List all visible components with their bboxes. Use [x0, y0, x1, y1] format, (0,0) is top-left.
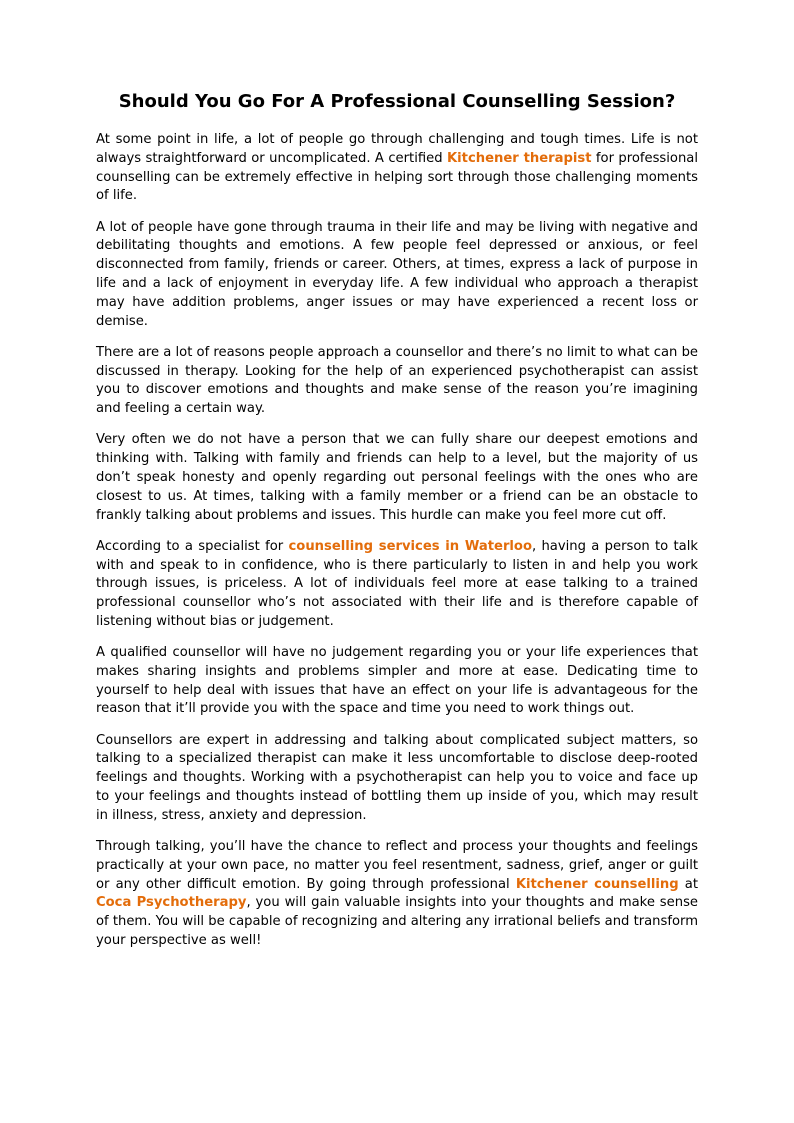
paragraph-7: Counsellors are expert in addressing and talking about complicated subject matters, so talking to a specialized therapist can make it less uncomfortable to disclose deep-rooted feelings and thoughts. Working with a psychotherapist can help you to voice and face up to your feelings and thoughts instead of bottling them up inside of you, which may result in illness, stress, anxiety and depression.: [96, 732, 698, 823]
paragraph-text: At some point in life, a lot of people go through challenging and tough times. Life is not always straightforward or uncomplicated. A certified: [96, 132, 698, 166]
paragraph-8: [96, 838, 698, 951]
paragraph-text: According to a specialist for: [96, 538, 289, 554]
paragraph-text: at: [678, 876, 698, 892]
paragraph-text: for professional counselling can be extremely effective in helping sort through those challenging moments of life.: [96, 150, 699, 204]
paragraph-5: [96, 538, 698, 632]
counselling-services-waterloo-link[interactable]: counselling services in Waterloo: [288, 538, 532, 554]
document-title: Should You Go For A Professional Counselling Session?: [118, 91, 676, 112]
coca-psychotherapy-link[interactable]: Coca Psychotherapy: [96, 895, 247, 911]
kitchener-counselling-link[interactable]: Kitchener counselling: [515, 876, 679, 892]
paragraph-text: , having a person to talk with and speak to in confidence, who is there particularly to listen in and help you work through issues, is priceless. A lot of individuals feel more at ease talking to a trained professional counsellor who’s not associated with their life and is therefore capable of listening without bias or judgement.: [96, 538, 698, 629]
kitchener-therapist-link[interactable]: Kitchener therapist: [446, 150, 592, 166]
paragraph-3: There are a lot of reasons people approach a counsellor and there’s no limit to what can be discussed in therapy. Looking for the help of an experienced psychotherapist can assist you to discover emotions and thoughts and make sense of the reason you’re imagining and feeling a certain way.: [96, 344, 698, 417]
paragraph-text: , you will gain valuable insights into your thoughts and make sense of them. You will be capable of recognizing and altering any irrational beliefs and transform your perspective as well!: [96, 895, 698, 949]
paragraph-6: A qualified counsellor will have no judgement regarding you or your life experiences that makes sharing insights and problems simpler and more at ease. Dedicating time to yourself to help deal with issues that have an effect on your life is advantageous for the reason that it’ll provide you with the space and time you need to work things out.: [96, 645, 698, 717]
paragraph-text: Through talking, you’ll have the chance to reflect and process your thoughts and feelings practically at your own pace, no matter you feel resentment, sadness, grief, anger or guilt or any other difficult emotion. By going through professional: [96, 839, 698, 892]
document-page: [96, 90, 698, 963]
paragraph-4: Very often we do not have a person that we can fully share our deepest emotions and thinking with. Talking with family and friends can help to a level, but the majority of us don’t speak honesty and openly regarding out personal feelings with the ones who are closest to us. At times, talking with a family member or a friend can be an obstacle to frankly talking about problems and issues. This hurdle can make you feel more cut off.: [96, 432, 698, 523]
paragraph-1: [96, 131, 698, 206]
paragraph-2: A lot of people have gone through trauma in their life and may be living with negative and debilitating thoughts and emotions. A few people feel depressed or anxious, or feel disconnected from family, friends or career. Others, at times, express a lack of purpose in life and a lack of enjoyment in everyday life. A few individual who approach a therapist may have addition problems, anger issues or may have experienced a recent loss or demise.: [96, 219, 698, 329]
